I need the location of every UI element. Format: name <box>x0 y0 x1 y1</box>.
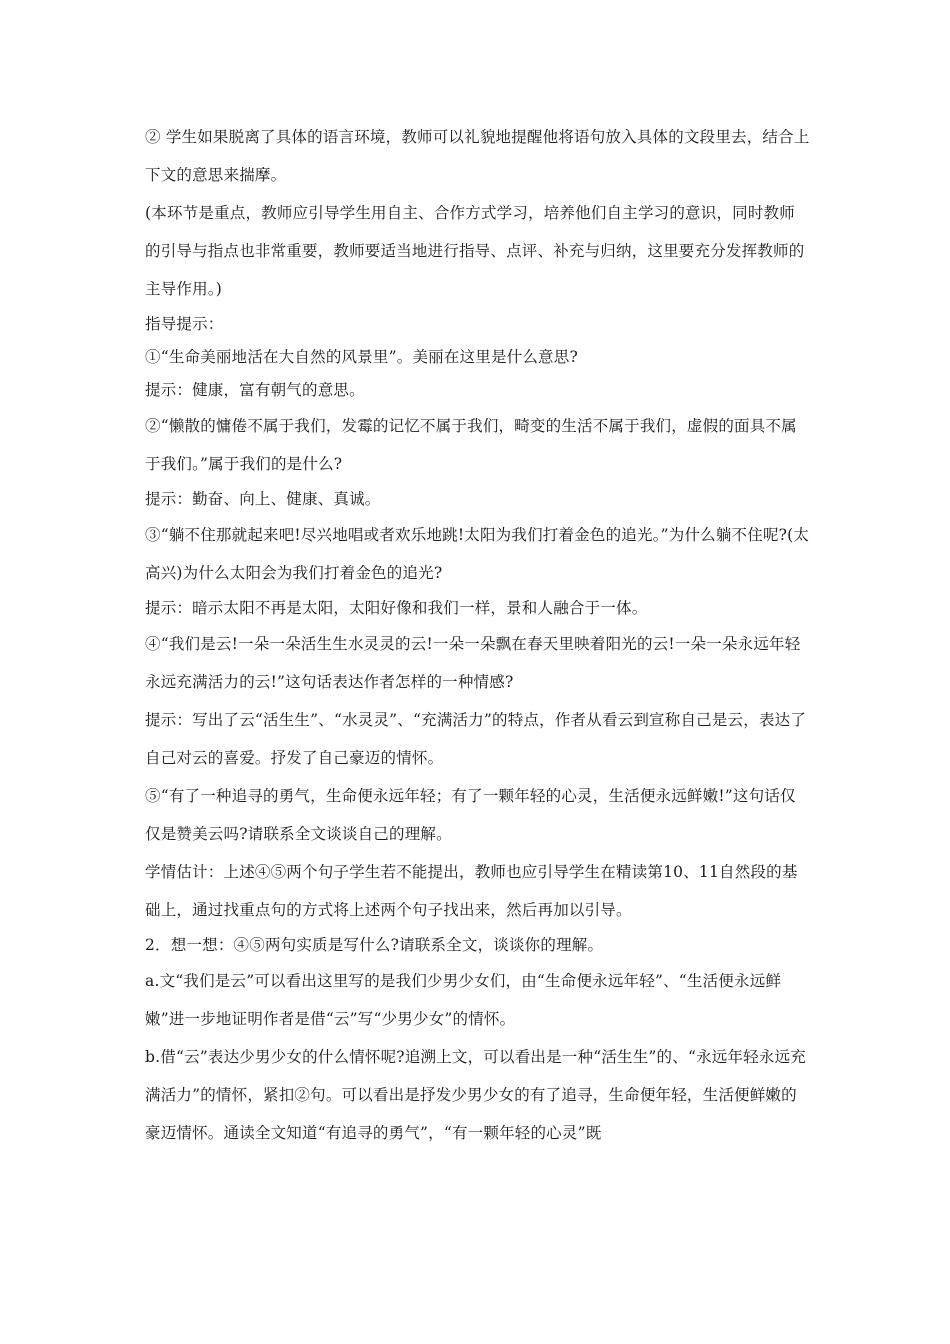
paragraph: b.借“云”表达少男少女的什么情怀呢?追溯上文，可以看出是一种“活生生”的、“永远年轻永远充满活力”的情怀，紧扣②句。可以看出是抒发少男少女的有了追寻，生命便年轻，生活便鲜嫩的豪迈情怀。通读全文知道“有追寻的勇气”，“有一颗年轻的心灵”既 <box>145 1048 806 1142</box>
paragraph: (本环节是重点，教师应引导学生用自主、合作方式学习，培养他们自主学习的意识，同时教师的引导与指点也非常重要，教师要适当地进行指导、点评、补充与归纳，这里要充分发挥教师的主导作用。) <box>145 204 805 298</box>
paragraph: 提示：写出了云“活生生”、“水灵灵”、“充满活力”的特点，作者从看云到宣称自己是云，表达了自己对云的喜爱。抒发了自己豪迈的情怀。 <box>145 711 807 767</box>
paragraph: ③“躺不住那就起来吧!尽兴地唱或者欢乐地跳!太阳为我们打着金色的追光。”为什么躺不住呢?(太高兴)为什么太阳会为我们打着金色的追光? <box>145 526 810 582</box>
paragraph: ④“我们是云!一朵一朵活生生水灵灵的云!一朵一朵飘在春天里映着阳光的云!一朵一朵永远年轻永远充满活力的云!”这句话表达作者怎样的一种情感? <box>145 635 801 691</box>
paragraph: 提示：暗示太阳不再是太阳，太阳好像和我们一样，景和人融合于一体。 <box>145 599 648 617</box>
paragraph: ⑤“有了一种追寻的勇气，生命便永远年轻；有了一颗年轻的心灵，生活便永远鲜嫩!”这句话仅仅是赞美云吗?请联系全文谈谈自己的理解。 <box>145 787 796 843</box>
paragraph: 提示：健康，富有朝气的意思。 <box>145 381 365 399</box>
section-heading: 指导提示： <box>145 315 224 333</box>
paragraph: 学情估计：上述④⑤两个句子学生若不能提出，教师也应引导学生在精读第10、11自然段的基础上，通过找重点句的方式将上述两个句子找出来，然后再加以引导。 <box>145 863 798 919</box>
paragraph: ②“懒散的慵倦不属于我们，发霉的记忆不属于我们，畸变的生活不属于我们，虚假的面具不属于我们。”属于我们的是什么? <box>145 417 797 473</box>
paragraph: ② 学生如果脱离了具体的语言环境，教师可以礼貌地提醒他将语句放入具体的文段里去，结合上下文的意思来揣摩。 <box>145 128 810 184</box>
paragraph: a.文“我们是云”可以看出这里写的是我们少男少女们，由“生命便永远年轻”、“生活便永远鲜嫩”进一步地证明作者是借“云”写“少男少女”的情怀。 <box>145 972 782 1028</box>
paragraph: 提示：勤奋、向上、健康、真诚。 <box>145 490 381 508</box>
paragraph: ①“生命美丽地活在大自然的风景里”。美丽在这里是什么意思? <box>145 348 578 366</box>
document-body <box>145 118 810 1152</box>
paragraph: 2．想一想：④⑤两句实质是写什么?请联系全文，谈谈你的理解。 <box>145 936 604 954</box>
